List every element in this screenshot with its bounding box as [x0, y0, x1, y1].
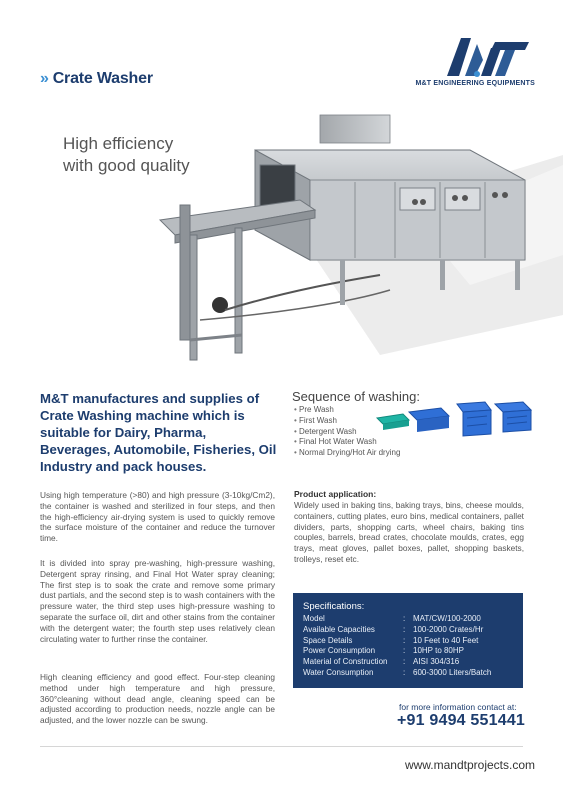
crates-image — [375, 400, 535, 440]
application-title: Product application: — [294, 489, 377, 499]
sequence-item: • Final Hot Water Wash — [294, 437, 400, 448]
spec-row: Space Details : 10 Feet to 40 Feet — [303, 635, 479, 645]
spec-key: Model — [303, 614, 325, 623]
paragraph-2: It is divided into spray pre-washing, high-pressure washing, Detergent spray rinsing, and Final Hot Water spray cleaning; The first step is to soak the crate and remove some primary dust partials, and the second step is to wash containers with the pressure water, the third step uses high-pressure washing to separate the surface oil, dirt and other stains from the container with the detergent water; the fourth step uses relatively clean circulating water to further rinse the container. — [40, 558, 275, 644]
spec-value: 10HP to 80HP — [413, 646, 464, 656]
specifications-title: Specifications: — [303, 601, 365, 612]
sequence-item: • Normal Drying/Hot Air drying — [294, 448, 400, 459]
spec-value: MAT/CW/100-2000 — [413, 614, 481, 623]
application-text: Widely used in baking tins, baking trays, bins, cheese moulds, containers, cutting plates, euro bins, medical containers, pallet dividers, parts, shopping carts, wheel chairs, baking tins couples, barrels, bread crates, chocolate moulds, crates, egg trays, meat gloves, pallet boxes, pallet, shopping baskets, trolleys, reset etc. — [294, 500, 524, 564]
spec-row: Available Capacities : 100-2000 Crates/Hr — [303, 624, 484, 634]
tagline-line-2: with good quality — [63, 156, 190, 175]
sequence-title: Sequence of washing: — [292, 389, 420, 404]
phone-number[interactable]: +91 9494 551441 — [397, 712, 526, 729]
spec-value: 100-2000 Crates/Hr — [413, 624, 484, 634]
spec-key: Space Details — [303, 635, 353, 645]
spec-row: Power Consumption : 10HP to 80HP — [303, 646, 464, 656]
specifications-box — [293, 593, 523, 688]
spec-key: Available Capacities — [303, 624, 375, 634]
website-link[interactable]: www.mandtprojects.com — [404, 758, 535, 772]
crate-washer-machine-image — [140, 110, 540, 370]
spec-row: Water Consumption : 600-3000 Liters/Batch — [303, 667, 492, 677]
page-title-text: Crate Washer — [52, 70, 153, 87]
chevron-icon: » — [40, 70, 49, 87]
spec-row: Material of Construction : AISI 304/316 — [303, 657, 460, 667]
company-name: M&T ENGINEERING EQUIPMENTS — [415, 80, 535, 87]
spec-key: Power Consumption — [303, 646, 376, 656]
spec-key: Material of Construction — [303, 657, 388, 667]
intro-statement: M&T manufactures and supplies of Crate Washing machine which is suitable for Dairy, Pharma, Beverages, Automobile, Fisheries, Oil Industry and pack houses. — [40, 391, 277, 474]
spec-value: AISI 304/316 — [413, 657, 460, 667]
spec-value: 10 Feet to 40 Feet — [413, 635, 479, 645]
spec-value: 600-3000 Liters/Batch — [413, 667, 492, 677]
sequence-item: • First Wash — [294, 416, 400, 427]
sequence-item: • Detergent Wash — [294, 427, 400, 438]
sequence-item: • Pre Wash — [294, 405, 400, 416]
paragraph-3: High cleaning efficiency and good effect. Four-step cleaning method under high temperature and high pressure, 360°cleaning without dead angle, cleaning speed can be adjusted according to production needs, nozzle angle can be adjusted, and the lower nozzle can be swung. — [40, 672, 275, 726]
tagline-line-1: High efficiency — [63, 134, 174, 153]
paragraph-1: Using high temperature (>80) and high pressure (3-10kg/Cm2), the container is washed and sterilized in four steps, and then the high-efficiency air-drying system is used to quickly remove the surface moisture of the container and reduce the turnover time. — [40, 490, 275, 544]
spec-key: Water Consumption — [303, 667, 374, 677]
page-title — [40, 70, 153, 88]
spec-row: Model : MAT/CW/100-2000 — [303, 614, 481, 623]
footer-divider — [40, 746, 523, 747]
contact-label: for more information contact at: — [399, 702, 517, 712]
specifications-table — [303, 614, 518, 679]
